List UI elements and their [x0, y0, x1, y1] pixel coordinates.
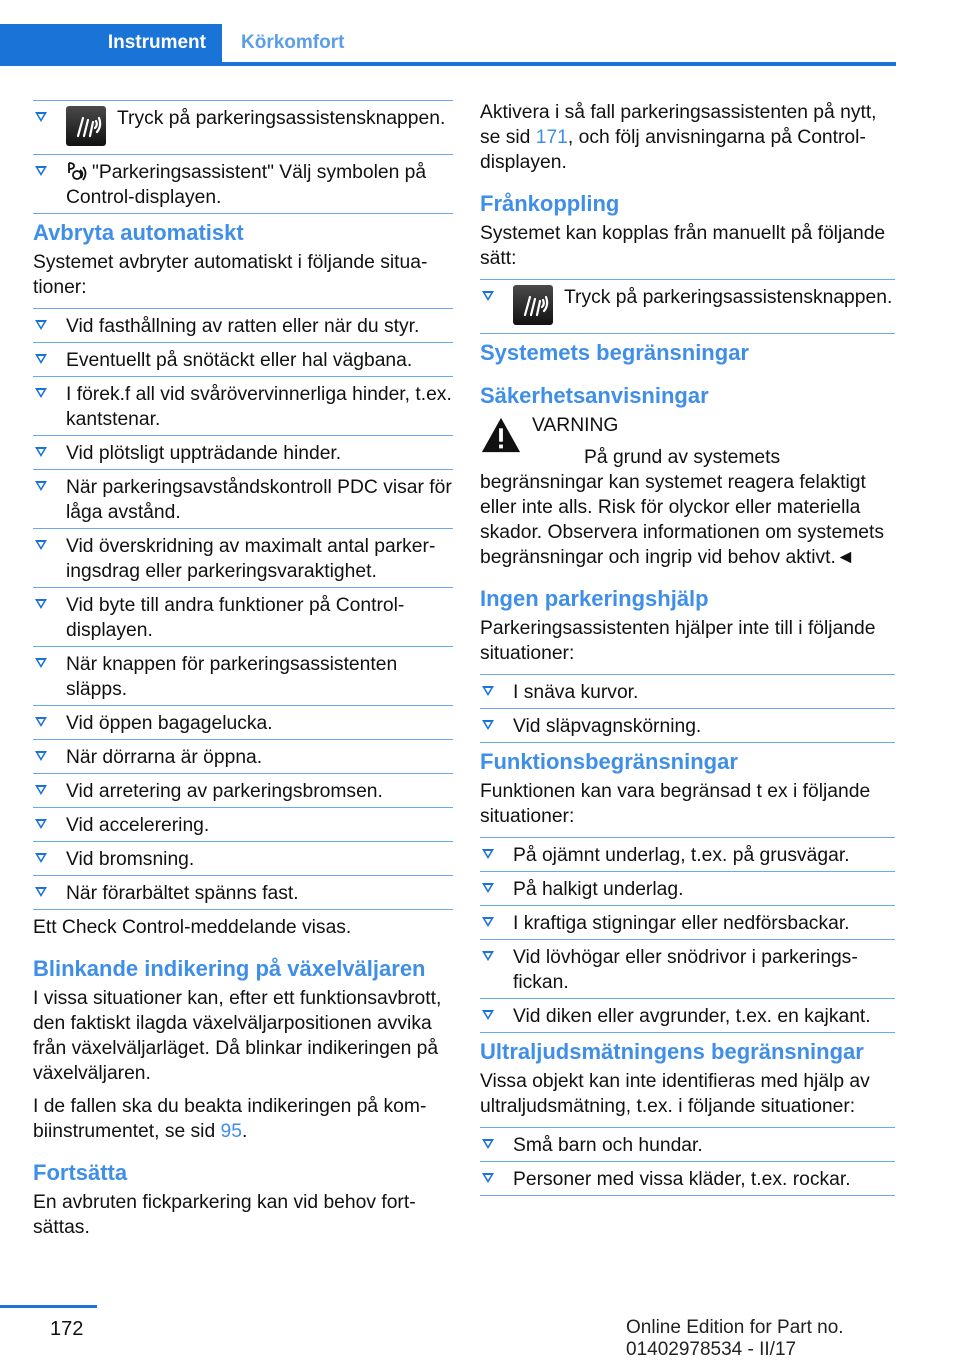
list-item — [480, 674, 895, 708]
bullet-icon — [35, 388, 47, 398]
bullet-icon — [482, 917, 494, 927]
tab-instrument[interactable] — [0, 24, 222, 62]
bullet-icon — [35, 166, 47, 176]
bullet-icon — [35, 599, 47, 609]
warning-text: På grund av systemets begränsningar kan systemet reagera felaktigt eller inte alls. Risk för olyckor eller materiella skador. Observera informationen om systemets begränsningar och ingrip vid behov aktivt.◄ — [480, 447, 885, 568]
paragraph-text: Aktivera i så fall parkeringsassistenten på nytt, se sid — [480, 102, 877, 148]
paragraph: Vissa objekt kan inte identifieras med hjälp av ultraljudsmätning, t.ex. i följande situationer: — [480, 1071, 870, 1117]
footer-rule — [0, 1305, 97, 1308]
heading-no-help: Ingen parkeringshjälp — [480, 586, 709, 611]
heading-auto-cancel: Avbryta automatiskt — [33, 220, 244, 245]
list-item-text: På halkigt underlag. — [513, 879, 684, 900]
right-column — [480, 100, 895, 1196]
bullet-icon — [482, 883, 494, 893]
list-item — [33, 154, 453, 214]
bullet-icon — [35, 785, 47, 795]
edition-footer: Online Edition for Part no. 01402978534 - II/17 — [626, 1317, 844, 1360]
list-item — [33, 469, 453, 528]
bullet-icon — [35, 481, 47, 491]
list-item-text: Vid överskridning av maximalt antal parkeringsdrag eller parkeringsvaraktighet. — [66, 536, 436, 582]
paragraph: Ett Check Control-meddelande visas. — [33, 917, 352, 938]
list-item — [33, 528, 453, 587]
list-item-text: I kraftiga stigningar eller nedförsbackar. — [513, 913, 850, 934]
disconnect-list — [480, 279, 895, 334]
list-item-text: På ojämnt underlag, t.ex. på grusvägar. — [513, 845, 850, 866]
heading-continue: Fortsätta — [33, 1160, 128, 1185]
list-item-text: Vid arretering av parkeringsbromsen. — [66, 781, 383, 802]
list-item — [480, 998, 895, 1033]
list-item-text: När knappen för parkeringsassistenten släpps. — [66, 654, 398, 700]
list-item-text: Personer med vissa kläder, t.ex. rockar. — [513, 1169, 851, 1190]
paragraph — [480, 100, 895, 175]
tab-korkomfort-label: Körkomfort — [241, 32, 345, 53]
auto-cancel-list — [33, 308, 453, 910]
tab-instrument-label: Instrument — [107, 32, 206, 53]
bullet-icon — [482, 1173, 494, 1183]
warning-block — [480, 413, 895, 570]
list-item — [480, 1161, 895, 1196]
warning-title: VARNING — [532, 415, 619, 436]
list-item-text: Vid diken eller avgrunder, t.ex. en kajkant. — [513, 1006, 871, 1027]
list-item-text: Vid släpvagnskörning. — [513, 716, 702, 737]
heading-function-limits: Funktionsbegränsningar — [480, 749, 738, 774]
warning-triangle-icon — [480, 415, 522, 455]
parking-assistant-symbol-icon — [66, 161, 88, 181]
list-item — [33, 705, 453, 739]
parking-assistant-button-icon — [66, 106, 106, 146]
list-item-text: Vid byte till andra funktioner på Control-displayen. — [66, 595, 405, 641]
list-item-text: När dörrarna är öppna. — [66, 747, 263, 768]
bullet-icon — [35, 112, 47, 122]
list-item — [33, 807, 453, 841]
list-item — [33, 841, 453, 875]
list-item — [480, 905, 895, 939]
bullet-icon — [35, 540, 47, 550]
bullet-icon — [35, 751, 47, 761]
paragraph: I vissa situationer kan, efter ett funktionsavbrott, den faktiskt ilagda växelväljarpositionen avvika från växelväljarläget. Då blinkar indikeringen på växelväljaren. — [33, 988, 442, 1084]
paragraph-text: I de fallen ska du beakta indikeringen på kombiinstrumentet, se sid — [33, 1096, 427, 1142]
heading-blinking-indicator: Blinkande indikering på växelväljaren — [33, 956, 426, 981]
ultrasonic-limits-list — [480, 1127, 895, 1196]
list-item — [480, 871, 895, 905]
paragraph: Systemet kan kopplas från manuellt på följande sätt: — [480, 223, 886, 269]
list-item-text: Små barn och hundar. — [513, 1135, 703, 1156]
list-item-text: Vid fasthållning av ratten eller när du styr. — [66, 316, 420, 337]
bullet-icon — [35, 819, 47, 829]
bullet-icon — [482, 291, 494, 301]
list-item — [33, 875, 453, 910]
list-item — [33, 773, 453, 807]
paragraph-text: , och följ anvisningarna på Control-displayen. — [480, 127, 866, 173]
list-item — [33, 376, 453, 435]
bullet-icon — [35, 717, 47, 727]
heading-ultrasonic-limits: Ultraljudsmätningens begränsningar — [480, 1039, 864, 1064]
bullet-icon — [482, 951, 494, 961]
paragraph — [33, 1094, 453, 1144]
paragraph: En avbruten fickparkering kan vid behov fortsättas. — [33, 1192, 416, 1238]
list-item — [33, 100, 453, 154]
paragraph-text: . — [242, 1121, 248, 1142]
list-item — [480, 837, 895, 871]
list-item-text: Tryck på parkeringsassistensknappen. — [564, 287, 893, 308]
page-number: 172 — [50, 1318, 84, 1340]
bullet-icon — [35, 658, 47, 668]
bullet-icon — [35, 887, 47, 897]
bullet-icon — [35, 447, 47, 457]
heading-system-limits: Systemets begränsningar — [480, 340, 749, 365]
function-limits-list — [480, 837, 895, 1033]
list-item-text: Vid accelerering. — [66, 815, 210, 836]
list-item-text: Vid lövhögar eller snödrivor i parkeringsfickan. — [513, 947, 858, 993]
paragraph: Systemet avbryter automatiskt i följande situationer: — [33, 252, 428, 298]
bullet-icon — [482, 686, 494, 696]
bullet-icon — [482, 1139, 494, 1149]
list-item-text: I snäva kurvor. — [513, 682, 639, 703]
tab-korkomfort[interactable] — [241, 24, 344, 62]
bullet-icon — [35, 354, 47, 364]
list-item-text: När förarbältet spänns fast. — [66, 883, 299, 904]
list-item — [33, 587, 453, 646]
no-help-list — [480, 674, 895, 743]
list-item — [33, 342, 453, 376]
list-item-text: Vid öppen bagagelucka. — [66, 713, 273, 734]
list-item — [33, 435, 453, 469]
bullet-icon — [482, 849, 494, 859]
bullet-icon — [482, 720, 494, 730]
list-item-text: "Parkeringsassistent" Välj symbolen på Control-displayen. — [66, 162, 427, 208]
list-item — [33, 646, 453, 705]
parking-assistant-button-icon — [513, 285, 553, 325]
list-item — [480, 939, 895, 998]
heading-disconnect: Frånkoppling — [480, 191, 620, 216]
list-item-text: Tryck på parkeringsassistensknappen. — [117, 108, 446, 129]
list-item — [33, 739, 453, 773]
list-item — [480, 708, 895, 743]
list-item-text: I förek.f all vid svårövervinnerliga hinder, t.ex. kantstenar. — [66, 384, 452, 430]
bullet-icon — [35, 320, 47, 330]
list-item — [480, 1127, 895, 1161]
list-item-text: När parkeringsavståndskontroll PDC visar för låga avstånd. — [66, 477, 452, 523]
list-item — [480, 279, 895, 334]
list-item-text: Vid bromsning. — [66, 849, 195, 870]
start-steps-list — [33, 100, 453, 214]
heading-safety: Säkerhetsanvisningar — [480, 383, 709, 408]
page-link[interactable]: 95 — [220, 1121, 242, 1142]
paragraph: Funktionen kan vara begränsad t ex i följande situationer: — [480, 781, 871, 827]
list-item-text: Vid plötsligt uppträdande hinder. — [66, 443, 342, 464]
page-link[interactable]: 171 — [535, 127, 568, 148]
bullet-icon — [35, 853, 47, 863]
list-item — [33, 308, 453, 342]
left-column — [33, 100, 453, 1248]
chapter-tabs — [0, 24, 896, 66]
paragraph: Parkeringsassistenten hjälper inte till i följande situationer: — [480, 618, 876, 664]
list-item-text: Eventuellt på snötäckt eller hal vägbana. — [66, 350, 413, 371]
bullet-icon — [482, 1010, 494, 1020]
